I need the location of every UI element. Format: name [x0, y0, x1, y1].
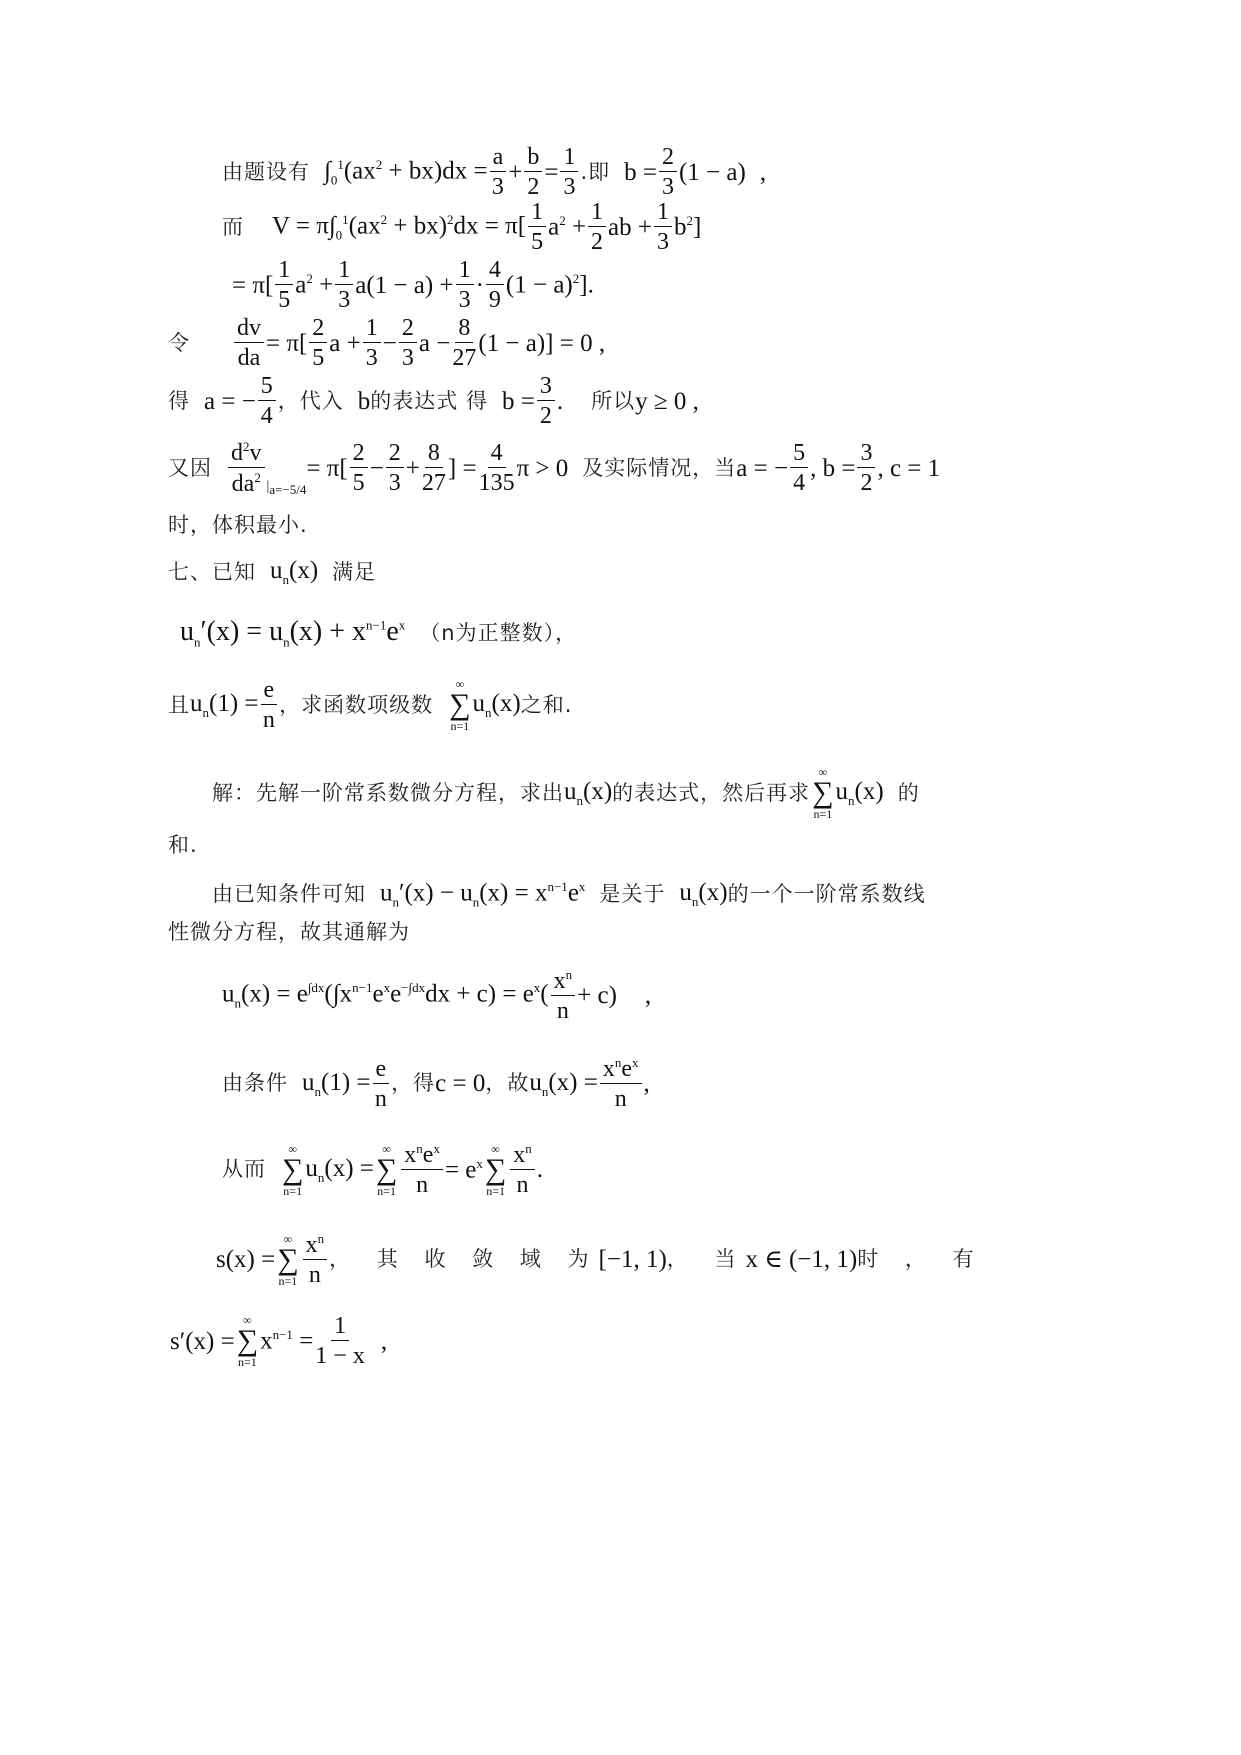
text: .即 [580, 159, 611, 184]
fraction: $\frac{8}{27}$ [452, 315, 477, 371]
text: ， 其 收 敛 域 为 [329, 1247, 599, 1271]
line-8 [168, 558, 376, 586]
text: 满足 [332, 559, 377, 584]
fraction: $\frac{2}{5}$ [350, 441, 368, 495]
text: 从而 [222, 1157, 266, 1181]
fraction: $\frac{b}{2}$ [524, 145, 542, 199]
fraction: $\frac{x^ne^x}{n}$ [600, 1056, 642, 1111]
formula: (1 − a) [678, 158, 746, 186]
summation-icon: ∞ ∑ n=1 [277, 1231, 299, 1288]
text: 而 [222, 214, 244, 239]
text: 得 [168, 388, 190, 413]
formula: y ≥ 0 , [635, 387, 699, 415]
line-19: s′(x) = ∞ ∑ n=1 $x^{n-1}$ = $\frac{1}{1 - x}$ , [170, 1313, 388, 1369]
volume-formula: $V = \pi\int_0^1(ax^2 + bx)^2dx = \pi$[ [272, 211, 527, 243]
summation-icon: ∞ ∑ n=1 [484, 1141, 507, 1198]
line-9 [180, 618, 577, 649]
text: 的表达式 得 [370, 388, 488, 413]
series-definition: s(x) = ∞ ∑ n=1 $\frac{x^n}{n}$ [216, 1232, 329, 1287]
text: 所以 [591, 388, 636, 413]
line-11: 解：先解一阶常系数微分方程，求出 $u_n(x)$ 的表达式，然后再求 ∞ ∑ n=1 $u_n(x)$ 的 [212, 765, 920, 821]
line-12 [168, 835, 198, 856]
text: ，得 [391, 1071, 436, 1095]
comma: , [380, 1327, 388, 1355]
fraction: $\frac{4}{9}$ [486, 258, 504, 312]
summation-icon: ∞ ∑ n=1 [282, 1141, 304, 1198]
formula: a = − [204, 387, 256, 415]
line-3: = π[ $\frac{1}{5}$ $a^2$ + $\frac{1}{3}$ a(1 − a) + $\frac{1}{3}$ · $\frac{4}{9}$ $(1 - a)^2$]. [232, 257, 594, 313]
fraction: $\frac{2}{5}$ [309, 316, 327, 370]
line-4: 令 $\frac{dv}{da}$ = π[ $\frac{2}{5}$ a + $\frac{1}{3}$ − $\frac{2}{3}$ a − $\frac{8}{27}$ (1 − a)] = 0 , [168, 315, 606, 371]
text: 的一个一阶常系数线 [727, 881, 926, 906]
comma: , [644, 982, 652, 1009]
ode-formula: $u_n'(x) = u_n(x) + x^{n-1}e^x$ [180, 616, 406, 650]
text: 且 [168, 692, 190, 717]
summation-icon: ∞ ∑ n=1 [449, 677, 471, 733]
text: 由题设有 [222, 159, 310, 184]
summation-icon: ∞ ∑ n=1 [812, 765, 834, 821]
text: ，代入 [277, 388, 344, 413]
fraction: $\frac{1}{2}$ [588, 200, 606, 254]
text: 由条件 [222, 1071, 288, 1095]
text: 及实际情况，当 [582, 455, 737, 480]
summation-icon: ∞ ∑ n=1 [375, 1141, 398, 1198]
summation-icon: ∞ ∑ n=1 [236, 1313, 259, 1369]
fraction: $\frac{1}{3}$ [335, 258, 353, 312]
formula: $u_n(x)$ [270, 557, 319, 587]
text: 是关于 [599, 881, 666, 906]
convergence-domain: [−1, 1) [598, 1246, 667, 1273]
line-6: 又因 $\frac{d^2v}{da^2}$ $|_{a=-5/4}$ = π[ $\frac{2}{5}$ − $\frac{2}{3}$ + $\frac{8}{27}$ ] = $\frac{4}{135}$ π > 0 及实际情况，当 a = − $\frac{5}{4}$ , b = $\frac{3}{2}$ , c = 1 [168, 439, 941, 497]
fraction: $\frac{8}{27}$ [421, 440, 446, 496]
formula: b = [624, 158, 657, 186]
text: 又因 [168, 455, 212, 480]
fraction: $\frac{1}{3}$ [560, 145, 578, 199]
fraction: $\frac{2}{3}$ [386, 441, 404, 495]
formula: $u_n(1)$ = [190, 690, 259, 720]
line-5: 得 a = − $\frac{5}{4}$ ，代入 b 的表达式 得 b = $\frac{3}{2}$ . 所以 y ≥ 0 , [168, 373, 699, 429]
text: （n为正整数）， [419, 620, 578, 645]
text: ，故 [485, 1071, 530, 1095]
fraction: $\frac{4}{135}$ [478, 440, 515, 496]
comma: , [759, 158, 767, 186]
fraction: $\frac{1}{3}$ [654, 200, 672, 254]
fraction: $\frac{d^2v}{da^2}$ [228, 440, 265, 496]
text: 之和. [520, 692, 573, 717]
text: 解：先解一阶常系数微分方程，求出 [212, 780, 564, 805]
text: 由已知条件可知 [212, 881, 366, 906]
fraction: $\frac{1}{5}$ [275, 258, 293, 312]
section-heading: 七、已知 [168, 559, 256, 584]
fraction: $\frac{3}{2}$ [537, 374, 555, 428]
fraction: $\frac{x^n}{n}$ [551, 968, 576, 1023]
line-2: 而 $V = \pi\int_0^1(ax^2 + bx)^2dx = \pi$[ $\frac{1}{5}$ $a^2$ + $\frac{1}{2}$ ab + $\frac{1}{3}$ $b^2$] [222, 199, 702, 255]
text: 时 ， 有 [857, 1247, 984, 1271]
fraction: $\frac{e}{n}$ [373, 1057, 390, 1111]
line-14 [168, 922, 410, 943]
fraction: $\frac{dv}{da}$ [234, 316, 264, 370]
text: 的 [897, 780, 920, 805]
fraction: $\frac{3}{2}$ [857, 441, 875, 495]
general-solution: $u_n(x) = e^{\int dx}(\int x^{n-1}e^xe^{-\int dx}dx + c) = e^x$( [222, 980, 549, 1011]
fraction: $\frac{x^ne^x}{n}$ [401, 1142, 443, 1197]
text: 性微分方程，故其通解为 [168, 920, 410, 944]
text: 的表达式，然后再求 [612, 780, 811, 805]
fraction: $\frac{5}{4}$ [258, 374, 276, 428]
text: ， 当 [666, 1247, 746, 1271]
integral-expression: $\int_0^1(ax^2 + bx)dx$ = [324, 156, 488, 188]
line-16: 由条件 $u_n(1)$ = $\frac{e}{n}$ ，得 c = 0 ，故 $u_n(x)$ = $\frac{x^ne^x}{n}$ , [222, 1055, 650, 1112]
fraction: $\frac{1}{5}$ [528, 200, 546, 254]
text: 令 [168, 330, 190, 355]
fraction: $\frac{5}{4}$ [790, 441, 808, 495]
interval: x ∈ (−1, 1) [745, 1246, 858, 1273]
text: ，求函数项级数 [279, 692, 434, 717]
formula: = π[ [232, 271, 274, 299]
line-17: 从而 ∞ ∑ n=1 $u_n(x)$ = ∞ ∑ n=1 $\frac{x^ne^x}{n}$ = $e^x$ ∞ ∑ n=1 $\frac{x^n}{n}$ . [222, 1141, 544, 1198]
line-15: $u_n(x) = e^{\int dx}(\int x^{n-1}e^xe^{-\int dx}dx + c) = e^x$( $\frac{x^n}{n}$ + c) , [222, 967, 652, 1024]
fraction: $\frac{e}{n}$ [261, 678, 278, 732]
fraction: $\frac{1}{3}$ [363, 316, 381, 370]
fraction: $\frac{1}{1 - x}$ [315, 1313, 365, 1369]
evaluation-bar: $|_{a=-5/4}$ [266, 479, 307, 497]
fraction: $\frac{x^n}{n}$ [303, 1232, 328, 1287]
fraction: $\frac{a}{3}$ [490, 145, 507, 199]
text: 时，体积最小. [168, 513, 308, 537]
text: 和. [168, 833, 198, 857]
fraction: $\frac{x^n}{n}$ [510, 1142, 535, 1197]
line-1: 由题设有 $\int_0^1(ax^2 + bx)dx$ = $\frac{a}{3}$ + $\frac{b}{2}$ = $\frac{1}{3}$ .即 b = $\frac{2}{3}$ (1 − a) , [222, 144, 767, 200]
formula: $u_n'(x) - u_n(x) = x^{n-1}e^x$ [380, 879, 586, 910]
fraction: $\frac{2}{3}$ [659, 145, 677, 199]
fraction: $\frac{1}{3}$ [456, 258, 474, 312]
fraction: $\frac{2}{3}$ [399, 316, 417, 370]
line-13: 由已知条件可知 $u_n'(x) - u_n(x) = x^{n-1}e^x$ 是关于 $u_n(x)$ 的一个一阶常系数线 [212, 879, 926, 910]
line-10: 且 $u_n(1)$ = $\frac{e}{n}$ ，求函数项级数 ∞ ∑ n=1 $u_n(x)$ 之和. [168, 677, 573, 733]
line-18 [216, 1231, 984, 1288]
line-7 [168, 515, 308, 536]
